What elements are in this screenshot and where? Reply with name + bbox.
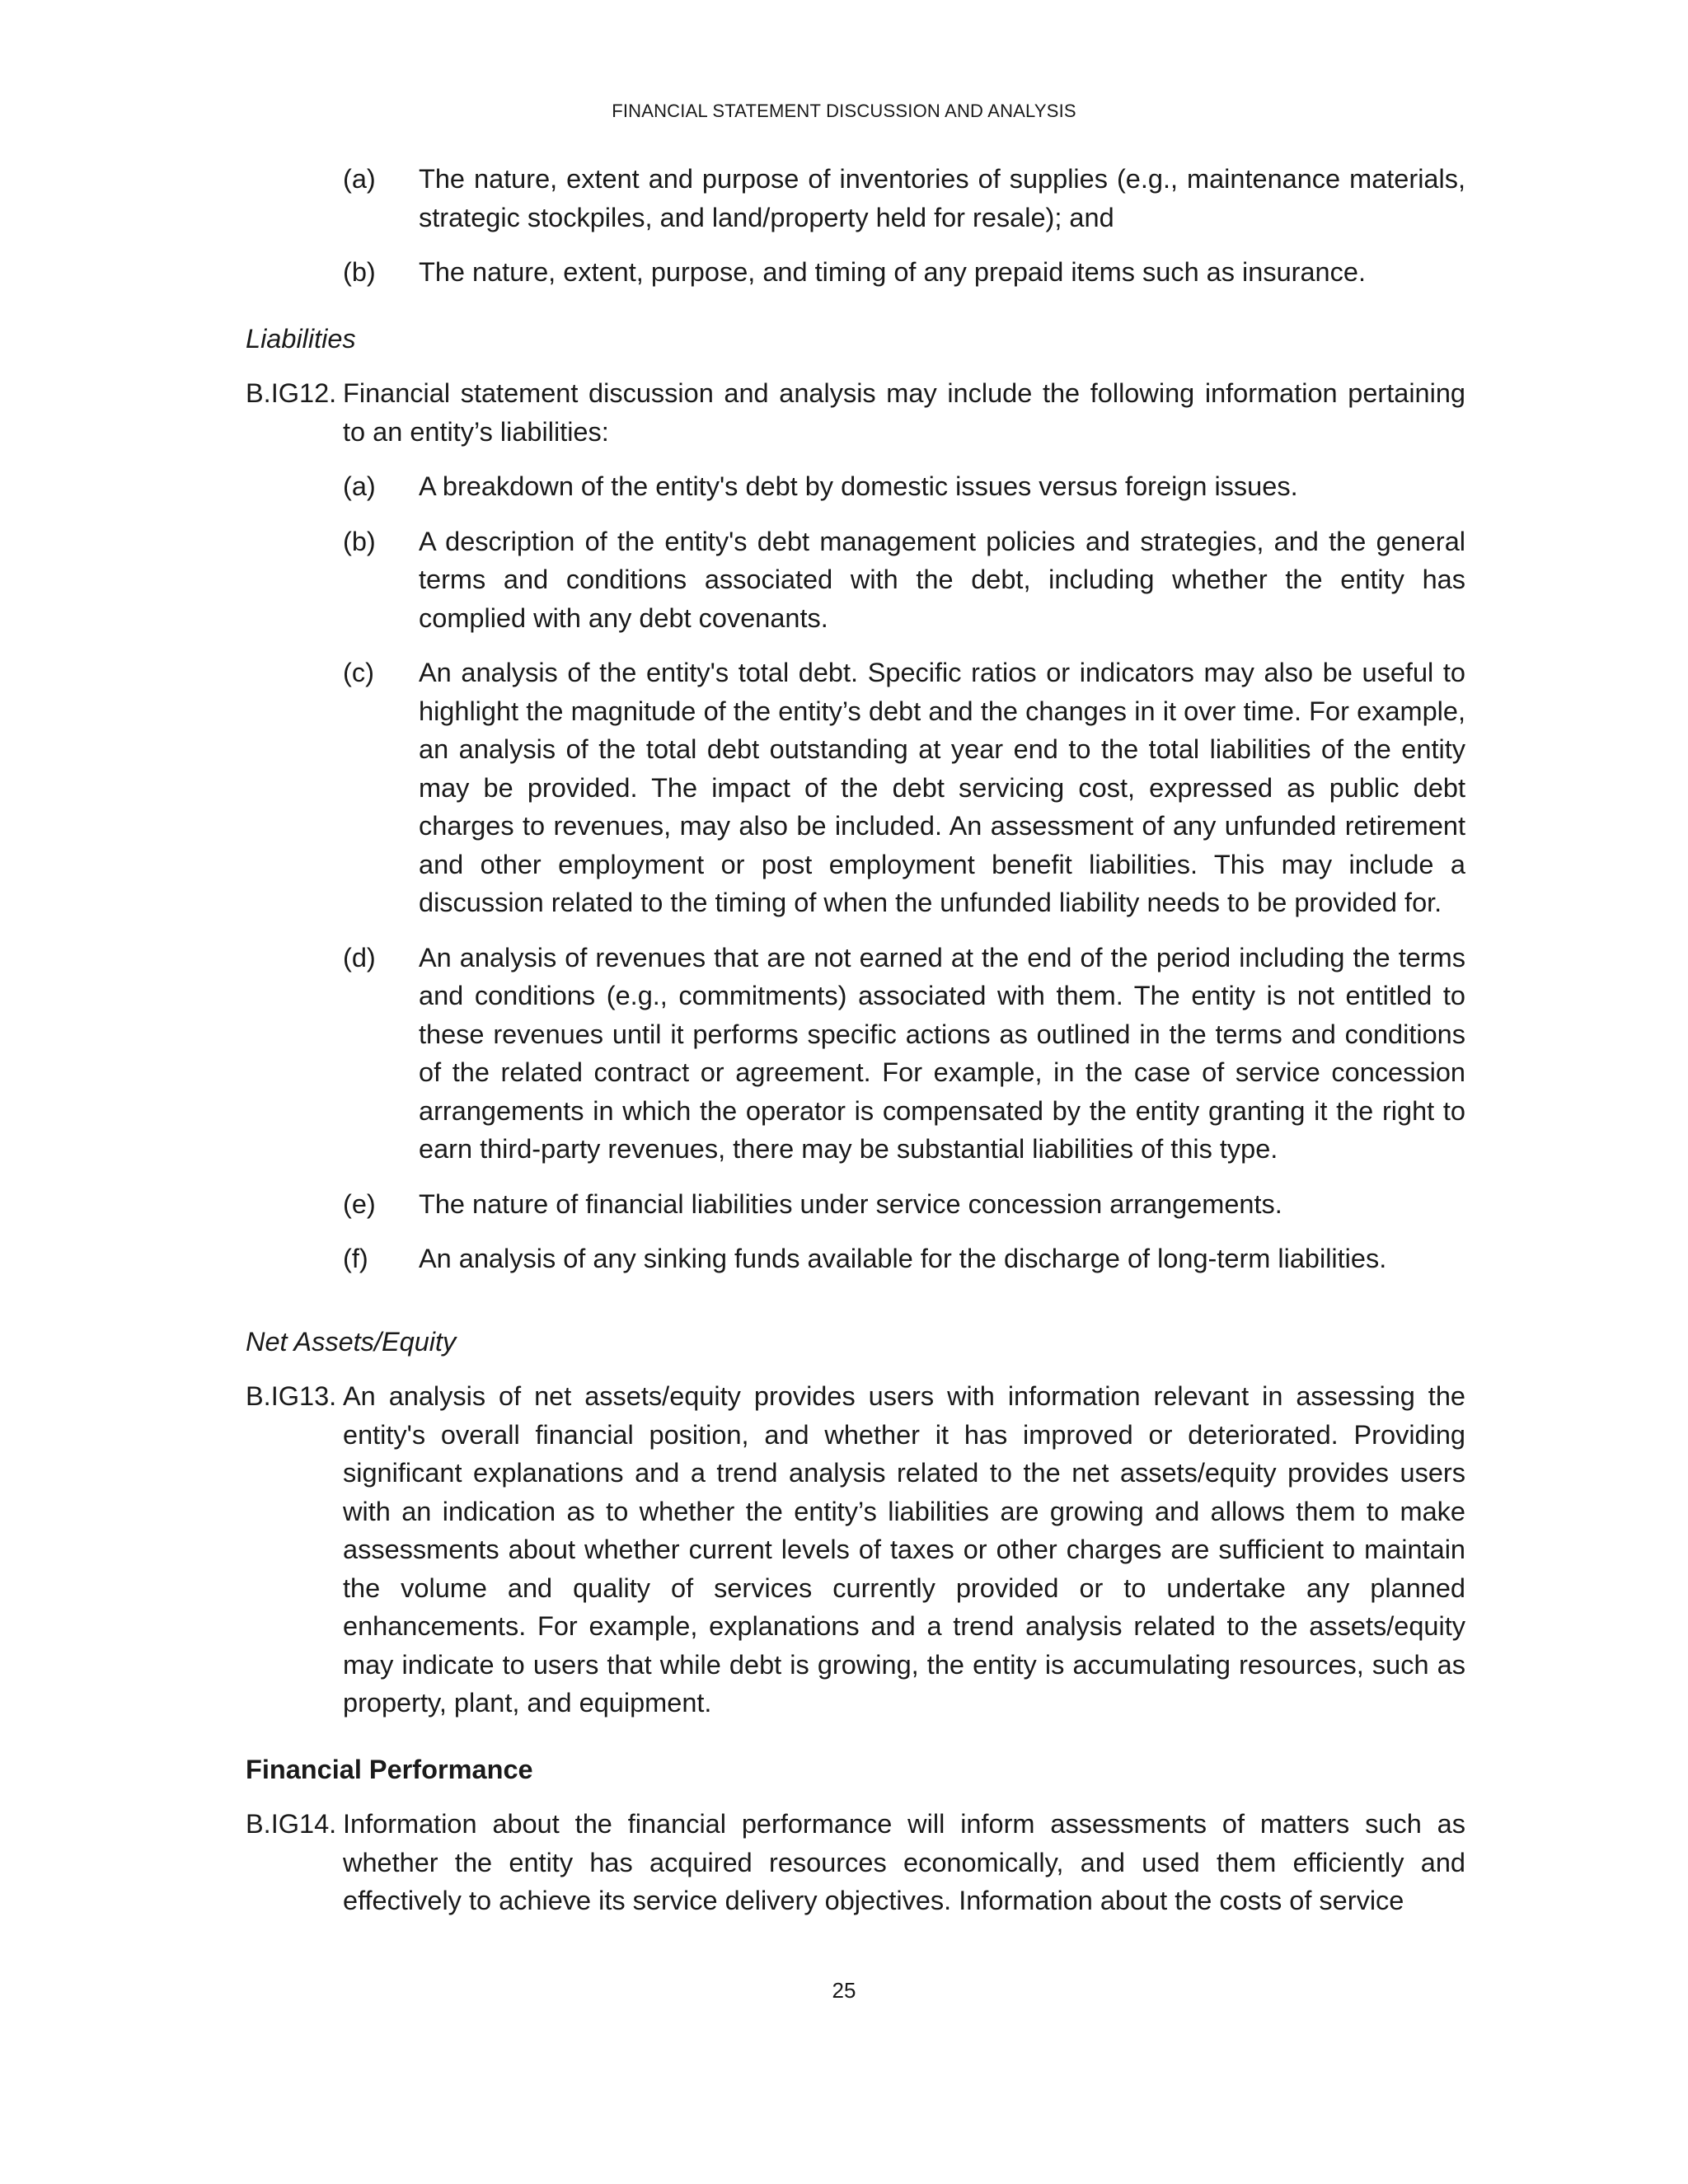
list-item-text: The nature, extent, purpose, and timing of any prepaid items such as insurance. <box>419 257 1366 287</box>
list-item <box>343 939 1465 1169</box>
list-item-label: (f) <box>343 1244 368 1273</box>
paragraph-text: An analysis of net assets/equity provides users with information relevant in assessing the entity's overall financial position, and whether it has improved or deteriorated. Providing significant explanations and a trend analysis related to the net assets/equity provides users with an indication as to whether the entity’s liabilities are growing and allows them to make assessments about whether current levels of taxes or other charges are sufficient to maintain the volume and quality of services currently provided or to undertake any planned enhancements. For example, explanations and a trend analysis related to the assets/equity may indicate to users that while debt is growing, the entity is accumulating resources, such as property, plant, and equipment. <box>343 1381 1465 1718</box>
list-item-label: (b) <box>343 526 376 556</box>
liabilities-list <box>343 467 1465 1278</box>
section-heading-net-assets: Net Assets/Equity <box>246 1326 457 1357</box>
paragraph-big13 <box>246 1377 1465 1722</box>
list-item-text: The nature, extent and purpose of inventories of supplies (e.g., maintenance materials, strategic stockpiles, and land/property held for resale); and <box>419 164 1465 232</box>
list-item <box>343 467 1465 506</box>
running-header: FINANCIAL STATEMENT DISCUSSION AND ANALYSIS <box>612 101 1076 121</box>
list-item-text: An analysis of revenues that are not earned at the end of the period including the terms and conditions (e.g., commitments) associated with them. The entity is not entitled to these revenues until it performs specific actions as outlined in the terms and conditions of the related contract or agreement. For example, in the case of service concession arrangements in which the operator is compensated by the entity granting it the right to earn third-party revenues, there may be substantial liabilities of this type. <box>419 942 1465 1164</box>
list-item <box>343 654 1465 922</box>
paragraph-big14 <box>246 1805 1465 1920</box>
list-item-label: (d) <box>343 942 376 972</box>
list-item-label: (b) <box>343 257 376 287</box>
list-item-label: (a) <box>343 164 376 194</box>
paragraph-body <box>343 374 1465 1295</box>
paragraph-text: Information about the financial performance will inform assessments of matters such as whether the entity has acquired resources economically, and used them efficiently and effectively to achieve its service delivery objectives. Information about the costs of service <box>343 1809 1465 1915</box>
page-number: 25 <box>832 1978 856 2003</box>
list-item-text: A description of the entity's debt management policies and strategies, and the general terms and conditions associated with the debt, including whether the entity has complied with any debt covenants. <box>419 526 1465 633</box>
list-item-label: (e) <box>343 1188 376 1219</box>
list-item-text: An analysis of any sinking funds available for the discharge of long-term liabilities. <box>419 1244 1387 1273</box>
list-item-text: A breakdown of the entity's debt by domestic issues versus foreign issues. <box>419 471 1298 501</box>
list-item-text: The nature of financial liabilities under service concession arrangements. <box>419 1188 1282 1219</box>
paragraph-text: Financial statement discussion and analysis may include the following information pertaining to an entity’s liabilities: <box>343 378 1465 447</box>
list-item-label: (a) <box>343 471 376 501</box>
intro-list <box>246 160 1465 292</box>
paragraph-number: B.IG13. <box>246 1381 337 1411</box>
section-heading-liabilities: Liabilities <box>246 323 356 354</box>
list-item <box>343 1185 1465 1224</box>
document-body <box>246 160 1465 1937</box>
list-item <box>343 1240 1465 1278</box>
list-item <box>343 253 1465 292</box>
section-heading-financial-performance: Financial Performance <box>246 1754 533 1784</box>
paragraph-number: B.IG12. <box>246 378 337 408</box>
list-item-label: (c) <box>343 658 374 687</box>
list-item-text: An analysis of the entity's total debt. Specific ratios or indicators may also be useful to highlight the magnitude of the entity’s debt and the changes in it over time. For example, an analysis of the total debt outstanding at year end to the total liabilities of the entity may be provided. The impact of the debt servicing cost, expressed as public debt charges to revenues, may also be included. An assessment of any unfunded retirement and other employment or post employment benefit liabilities. This may include a discussion related to the timing of when the unfunded liability needs to be provided for. <box>419 658 1465 917</box>
paragraph-big12 <box>246 374 1465 1295</box>
paragraph-number: B.IG14. <box>246 1809 337 1839</box>
list-item <box>343 160 1465 237</box>
list-item <box>343 523 1465 638</box>
